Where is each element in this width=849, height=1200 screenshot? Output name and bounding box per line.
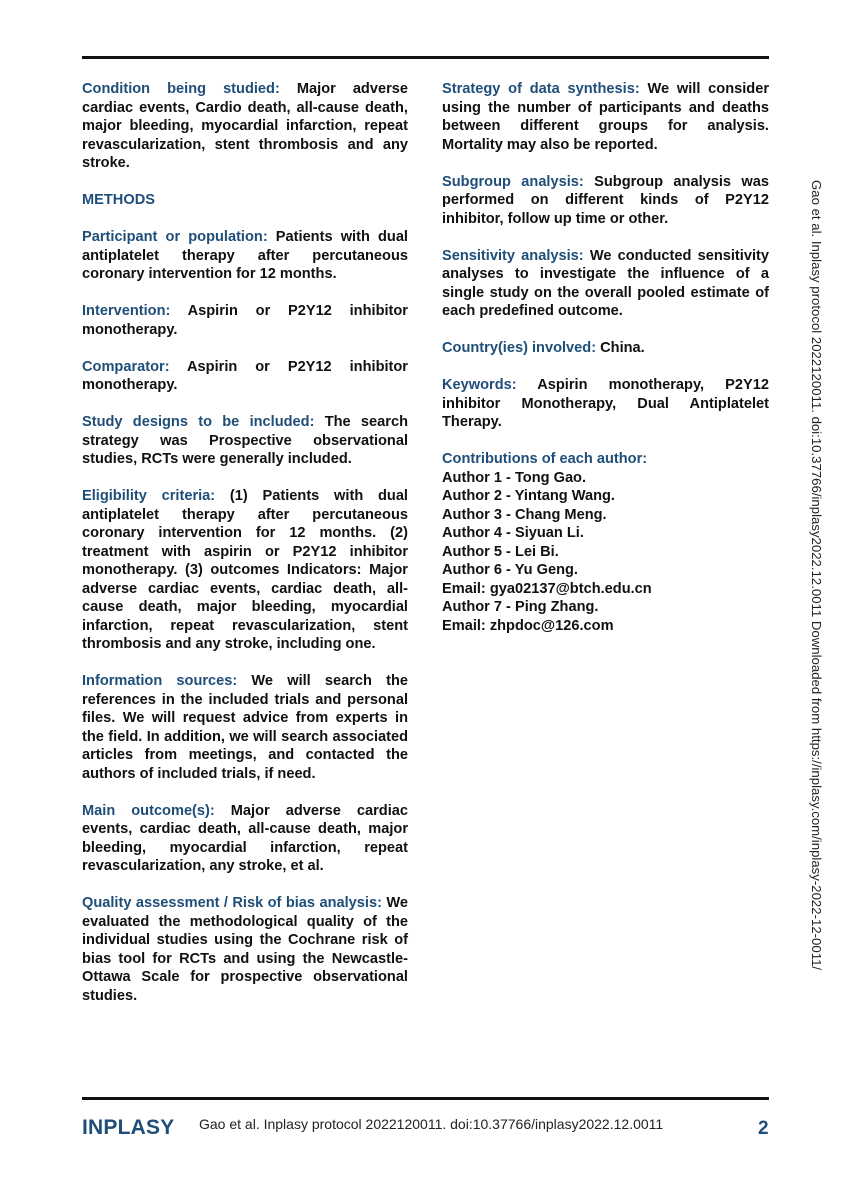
- author-line: Author 2 - Yintang Wang.: [442, 488, 615, 504]
- author-line: Author 5 - Lei Bi.: [442, 543, 559, 560]
- page-number: 2: [758, 1118, 769, 1139]
- study-designs-section: [82, 413, 408, 469]
- condition-section: [82, 80, 408, 173]
- participant-text: Patients with dual antiplatelet therapy after percutaneous coronary intervention for 12 months.: [82, 229, 408, 282]
- country-section: [442, 339, 769, 358]
- study-designs-label: Study designs to be included:: [82, 414, 315, 430]
- contributions-section: [442, 450, 769, 635]
- side-citation: [780, 180, 824, 1080]
- author-line: Author 3 - Chang Meng.: [442, 506, 607, 523]
- condition-label: Condition being studied:: [82, 81, 280, 97]
- top-rule: [82, 56, 769, 59]
- synthesis-text: We will consider using the number of participants and deaths between different groups for analysis. Mortality may also be reported.: [442, 81, 769, 153]
- intervention-label: Intervention:: [82, 303, 171, 319]
- author-line: Author 7 - Ping Zhang.: [442, 599, 599, 615]
- author-line: Author 6 - Yu Geng.: [442, 562, 578, 578]
- quality-section: [82, 894, 408, 1005]
- sensitivity-label: Sensitivity analysis:: [442, 247, 584, 264]
- intervention-section: [82, 302, 408, 339]
- synthesis-label: Strategy of data synthesis:: [442, 81, 640, 97]
- subgroup-text: Subgroup analysis was performed on different kinds of P2Y12 inhibitor, follow up time or other.: [442, 173, 769, 227]
- author-email[interactable]: Email: gya02137@btch.edu.cn: [442, 580, 652, 597]
- right-column: [442, 80, 769, 635]
- footer-brand: INPLASY: [82, 1116, 175, 1139]
- footer-citation: Gao et al. Inplasy protocol 2022120011. doi:10.37766/inplasy2022.12.0011: [199, 1116, 664, 1132]
- participant-section: [82, 228, 408, 284]
- info-sources-text: We will search the references in the included trials and personal files. We will request advice from experts in the field. In addition, we will search associated articles from meetings, and contacted the authors of included trials, if need.: [82, 673, 409, 782]
- keywords-section: [442, 376, 769, 432]
- country-text: China.: [596, 340, 645, 356]
- participant-label: Participant or population:: [82, 229, 268, 245]
- comparator-label: Comparator:: [82, 358, 170, 375]
- info-sources-section: [82, 672, 408, 783]
- condition-text: Major adverse cardiac events, Cardio death, all-cause death, major bleeding, myocardial infarction, repeat revascularization, stent thrombosis and any stroke.: [82, 81, 408, 171]
- left-column: [82, 80, 408, 1024]
- eligibility-label: Eligibility criteria:: [82, 488, 216, 504]
- synthesis-section: [442, 80, 769, 154]
- keywords-label: Keywords:: [442, 377, 517, 393]
- comparator-text: Aspirin or P2Y12 inhibitor monotherapy.: [82, 358, 408, 393]
- main-outcome-text: Major adverse cardiac events, cardiac death, all-cause death, major bleeding, myocardial infarction, repeat revascularization, any stroke, et al.: [82, 802, 408, 874]
- intervention-text: Aspirin or P2Y12 inhibitor monotherapy.: [82, 303, 408, 338]
- comparator-section: [82, 358, 408, 395]
- contributions-heading: Contributions of each author:: [442, 451, 648, 467]
- info-sources-label: Information sources:: [82, 673, 238, 689]
- sensitivity-text: We conducted sensitivity analyses to investigate the influence of a single study on the overall pooled estimate of each predefined outcome.: [442, 247, 769, 319]
- subgroup-label: Subgroup analysis:: [442, 173, 584, 190]
- eligibility-section: [82, 487, 408, 654]
- quality-label: Quality assessment / Risk of bias analysis:: [82, 895, 382, 911]
- study-designs-text: The search strategy was Prospective observational studies, RCTs were generally included.: [82, 414, 408, 467]
- author-line: Author 1 - Tong Gao.: [442, 469, 587, 486]
- country-label: Country(ies) involved:: [442, 340, 597, 356]
- side-citation-text: Gao et al. Inplasy protocol 2022120011. doi:10.37766/inplasy2022.12.0011 Downloaded from https://inplasy.com/inplasy-2022-12-0011/: [809, 180, 824, 971]
- keywords-text: Aspirin monotherapy, P2Y12 inhibitor Monotherapy, Dual Antiplatelet Therapy.: [442, 377, 769, 430]
- methods-heading: METHODS: [82, 192, 155, 208]
- main-outcome-section: [82, 802, 408, 876]
- subgroup-section: [442, 173, 769, 229]
- eligibility-text: (1) Patients with dual antiplatelet therapy after percutaneous coronary intervention for 12 months. (2) treatment with aspirin or P2Y12 inhibitor monotherapy. (3) outcomes Indicators: Major adverse cardiac events, cardiac death, all-cause death, major bleeding, myocardial infarction, repeat revascularization, stent thrombosis and any stroke, including one.: [82, 488, 408, 652]
- quality-text: We evaluated the methodological quality of the individual studies using the Cochrane risk of bias tool for RCTs and using the Newcastle-Ottawa Scale for prospective observational studies.: [82, 895, 408, 1004]
- sensitivity-section: [442, 247, 769, 321]
- main-outcome-label: Main outcome(s):: [82, 802, 215, 819]
- author-line: Author 4 - Siyuan Li.: [442, 525, 584, 541]
- bottom-rule: [82, 1097, 769, 1100]
- author-email[interactable]: Email: zhpdoc@126.com: [442, 617, 614, 634]
